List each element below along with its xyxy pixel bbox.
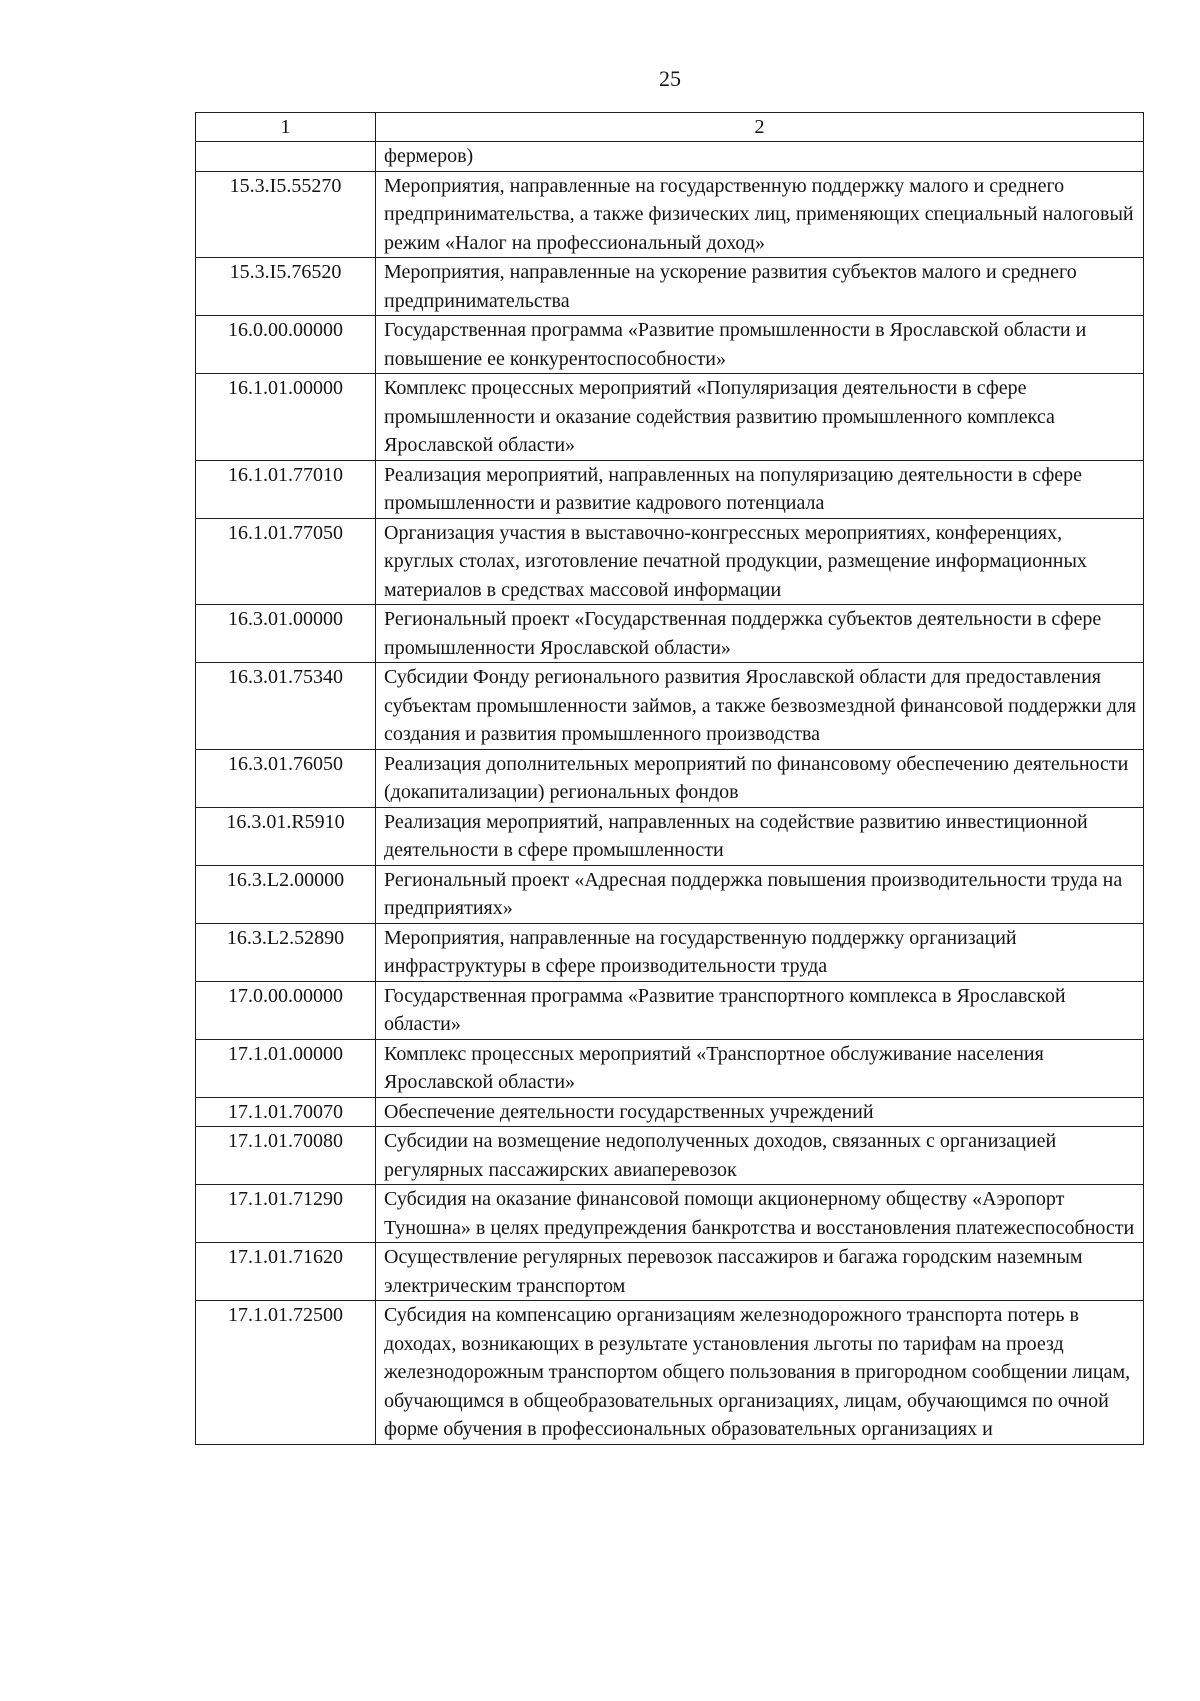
table-row [196,460,1144,518]
row-code: 17.1.01.72500 [196,1301,376,1445]
row-name: Мероприятия, направленные на государственную поддержку малого и среднего предпринимательства, а также физических лиц, применяющих специальный налоговый режим «Налог на профессиональный доход» [376,171,1144,258]
row-name: Осуществление регулярных перевозок пассажиров и багажа городским наземным электрическим транспортом [376,1243,1144,1301]
table-row [196,807,1144,865]
table-row [196,605,1144,663]
row-name: Субсидии Фонду регионального развития Ярославской области для предоставления субъектам промышленности займов, а также безвозмездной финансовой поддержки для создания и развития промышленного производства [376,663,1144,750]
table-row [196,258,1144,316]
row-code: 17.1.01.71290 [196,1185,376,1243]
row-name: Государственная программа «Развитие транспортного комплекса в Ярославской области» [376,981,1144,1039]
row-name: Реализация мероприятий, направленных на популяризацию деятельности в сфере промышленности и развитие кадрового потенциала [376,460,1144,518]
row-name: Государственная программа «Развитие промышленности в Ярославской области и повышение ее конкурентоспособности» [376,316,1144,374]
row-name: Реализация мероприятий, направленных на содействие развитию инвестиционной деятельности в сфере промышленности [376,807,1144,865]
row-name: Региональный проект «Государственная поддержка субъектов деятельности в сфере промышленности Ярославской области» [376,605,1144,663]
table-row [196,518,1144,605]
row-code: 17.1.01.70080 [196,1127,376,1185]
row-code: 17.1.01.00000 [196,1039,376,1097]
table-row [196,1185,1144,1243]
row-code: 15.3.I5.76520 [196,258,376,316]
row-name: Комплекс процессных мероприятий «Транспортное обслуживание населения Ярославской области» [376,1039,1144,1097]
row-code: 17.0.00.00000 [196,981,376,1039]
row-code: 17.1.01.70070 [196,1097,376,1127]
row-name: фермеров) [376,142,1144,172]
table-header-row [196,113,1144,142]
row-code: 16.1.01.77050 [196,518,376,605]
table-row [196,316,1144,374]
row-name: Реализация дополнительных мероприятий по финансовому обеспечению деятельности (докапитализации) региональных фондов [376,749,1144,807]
row-code: 16.3.L2.00000 [196,865,376,923]
row-code: 16.3.01.76050 [196,749,376,807]
row-code: 16.0.00.00000 [196,316,376,374]
budget-classification-table [195,112,1144,1445]
row-code [196,142,376,172]
table-row [196,663,1144,750]
row-code: 16.3.01.00000 [196,605,376,663]
table-row [196,142,1144,172]
row-name: Субсидии на возмещение недополученных доходов, связанных с организацией регулярных пассажирских авиаперевозок [376,1127,1144,1185]
table-row [196,1301,1144,1445]
table-row [196,865,1144,923]
row-name: Субсидия на компенсацию организациям железнодорожного транспорта потерь в доходах, возникающих в результате установления льготы по тарифам на проезд железнодорожным транспортом общего пользования в пригородном сообщении лицам, обучающимся в общеобразовательных организациях, лицам, обучающимся по очной форме обучения в профессиональных образовательных организациях и [376,1301,1144,1445]
table-row [196,1039,1144,1097]
table-row [196,374,1144,461]
table-row [196,1097,1144,1127]
row-code: 16.3.L2.52890 [196,923,376,981]
row-name: Обеспечение деятельности государственных учреждений [376,1097,1144,1127]
row-name: Субсидия на оказание финансовой помощи акционерному обществу «Аэропорт Туношна» в целях предупреждения банкротства и восстановления платежеспособности [376,1185,1144,1243]
table-row [196,923,1144,981]
page-number: 25 [659,66,681,91]
table-row [196,1243,1144,1301]
row-code: 16.1.01.77010 [196,460,376,518]
row-name: Мероприятия, направленные на государственную поддержку организаций инфраструктуры в сфере производительности труда [376,923,1144,981]
table-row [196,1127,1144,1185]
row-code: 15.3.I5.55270 [196,171,376,258]
table-row [196,981,1144,1039]
column-header-code: 1 [196,113,376,142]
column-header-name: 2 [376,113,1144,142]
row-code: 17.1.01.71620 [196,1243,376,1301]
row-code: 16.3.01.75340 [196,663,376,750]
row-name: Организация участия в выставочно-конгрессных мероприятиях, конференциях, круглых столах, изготовление печатной продукции, размещение информационных материалов в средствах массовой информации [376,518,1144,605]
row-name: Комплекс процессных мероприятий «Популяризация деятельности в сфере промышленности и оказание содействия развитию промышленного комплекса Ярославской области» [376,374,1144,461]
row-name: Мероприятия, направленные на ускорение развития субъектов малого и среднего предпринимательства [376,258,1144,316]
row-name: Региональный проект «Адресная поддержка повышения производительности труда на предприятиях» [376,865,1144,923]
row-code: 16.1.01.00000 [196,374,376,461]
table-row [196,171,1144,258]
table-row [196,749,1144,807]
row-code: 16.3.01.R5910 [196,807,376,865]
